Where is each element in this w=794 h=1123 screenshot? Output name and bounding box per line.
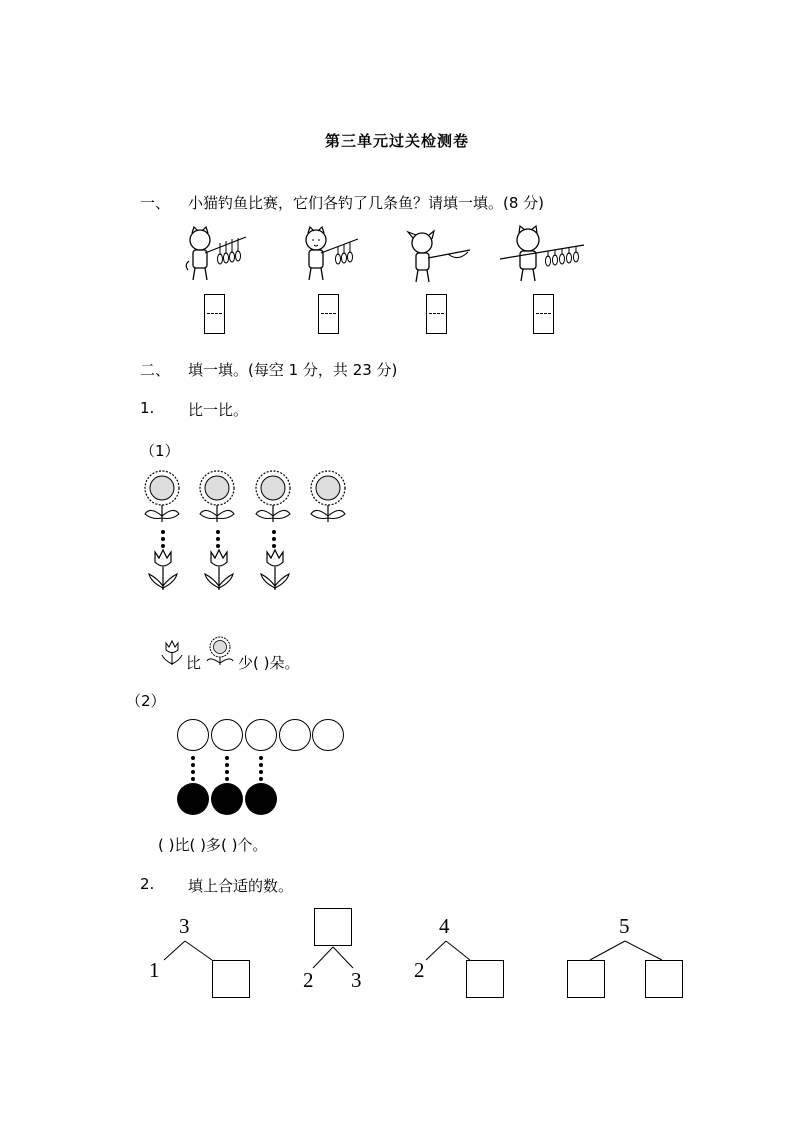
- cat-fishing-2-illustration: [296, 225, 366, 285]
- section-2-instruction: 填一填。(每空 1 分，共 23 分): [188, 361, 398, 379]
- part-1-label: （1）: [140, 442, 180, 460]
- tree-1-right-box[interactable]: [212, 960, 250, 998]
- tree-2-left: 2: [303, 968, 314, 992]
- tree-3-left: 2: [414, 958, 425, 982]
- tree-3-branches: [418, 940, 478, 962]
- cat-fishing-1-illustration: [180, 225, 250, 285]
- part-2-answer-blank-3[interactable]: [300, 832, 340, 852]
- tree-3-right-box[interactable]: [466, 960, 504, 998]
- part-1-sentence-end: 少( )朵。: [238, 654, 300, 672]
- dot-link-circle-3: [259, 756, 263, 784]
- tree-4-right-box[interactable]: [645, 960, 683, 998]
- tree-3-top: 4: [439, 914, 450, 938]
- part-2-answer-blank-2[interactable]: [232, 832, 272, 852]
- black-circle: [245, 783, 277, 815]
- part-1-answer-blank[interactable]: [262, 650, 302, 670]
- tree-4-left-box[interactable]: [567, 960, 605, 998]
- tree-2-right: 3: [351, 968, 362, 992]
- section-1-instruction: 小猫钓鱼比赛，它们各钓了几条鱼？请填一填。(8 分): [188, 194, 545, 212]
- tree-2-top-box[interactable]: [314, 908, 352, 946]
- tree-1-left: 1: [149, 958, 160, 982]
- white-circle: [211, 719, 243, 751]
- cat-fishing-3-illustration: [404, 228, 474, 288]
- question-1-number: 1.: [140, 399, 155, 417]
- tree-4-branches: [584, 940, 668, 962]
- question-2-text: 填上合适的数。: [188, 877, 294, 895]
- white-circle: [177, 719, 209, 751]
- question-2-number: 2.: [140, 875, 155, 893]
- tree-2-branches: [305, 946, 365, 970]
- sunflower-row: [140, 470, 365, 526]
- white-circle: [312, 719, 344, 751]
- cat-3-answer-box[interactable]: [426, 294, 447, 334]
- cat-1-answer-box[interactable]: [204, 294, 225, 334]
- black-circle: [211, 783, 243, 815]
- tree-4-top: 5: [619, 914, 630, 938]
- part-1-sentence-mid: 比: [186, 654, 202, 672]
- page-title: 第三单元过关检测卷: [324, 132, 469, 150]
- sunflower-small-icon: [204, 636, 236, 666]
- tree-1-top: 3: [179, 914, 190, 938]
- part-2-label: （2）: [126, 692, 166, 710]
- tulip-small-icon: [160, 640, 184, 666]
- cat-2-answer-box[interactable]: [318, 294, 339, 334]
- section-1-number: 一、: [140, 194, 171, 212]
- dot-link-circle-2: [225, 756, 229, 784]
- cat-fishing-4-illustration: [498, 225, 588, 285]
- white-circle: [245, 719, 277, 751]
- tulip-row: [145, 548, 305, 592]
- question-1-text: 比一比。: [188, 401, 249, 419]
- white-circle: [279, 719, 311, 751]
- cat-4-answer-box[interactable]: [533, 294, 554, 334]
- part-2-answer-blank-1[interactable]: [162, 832, 202, 852]
- tree-1-branches: [150, 940, 220, 962]
- part-2-sentence: ( )比( )多( )个。: [158, 836, 268, 854]
- section-2-number: 二、: [140, 361, 171, 379]
- dot-link-circle-1: [191, 756, 195, 784]
- black-circle: [177, 783, 209, 815]
